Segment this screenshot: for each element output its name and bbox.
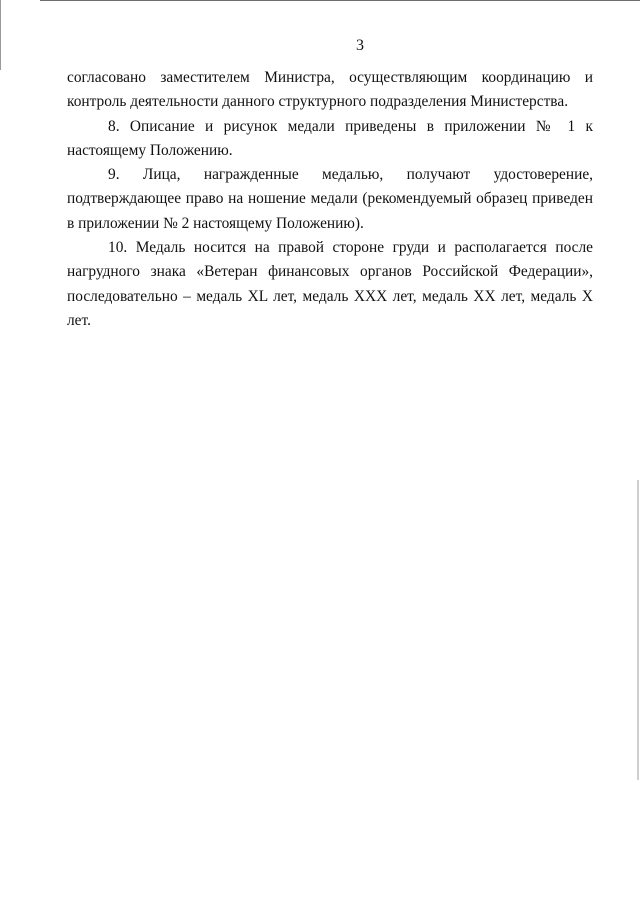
scan-edge-left bbox=[0, 0, 1, 70]
scan-edge-top bbox=[40, 0, 640, 1]
paragraph-continuation: согласовано заместителем Министра, осуществляющим координацию и контроль деятельности данного структурного подразделения Министерства. bbox=[67, 69, 593, 111]
paragraph-item-10: 10. Медаль носится на правой стороне груди и располагается после нагрудного знака «Ветеран финансовых органов Российской Федерации», последовательно – медаль XL лет, медаль XXX лет, медаль XX лет, медаль X лет. bbox=[67, 239, 593, 329]
page-number: 3 bbox=[356, 37, 364, 54]
paragraph-item-8: 8. Описание и рисунок медали приведены в приложении № 1 к настоящему Положению. bbox=[67, 117, 593, 159]
document-body bbox=[67, 66, 593, 333]
scan-edge-right bbox=[637, 480, 639, 780]
paragraph-item-9: 9. Лица, награжденные медалью, получают удостоверение, подтверждающее право на ношение медали (рекомендуемый образец приведен в приложении № 2 настоящему Положению). bbox=[67, 166, 593, 232]
